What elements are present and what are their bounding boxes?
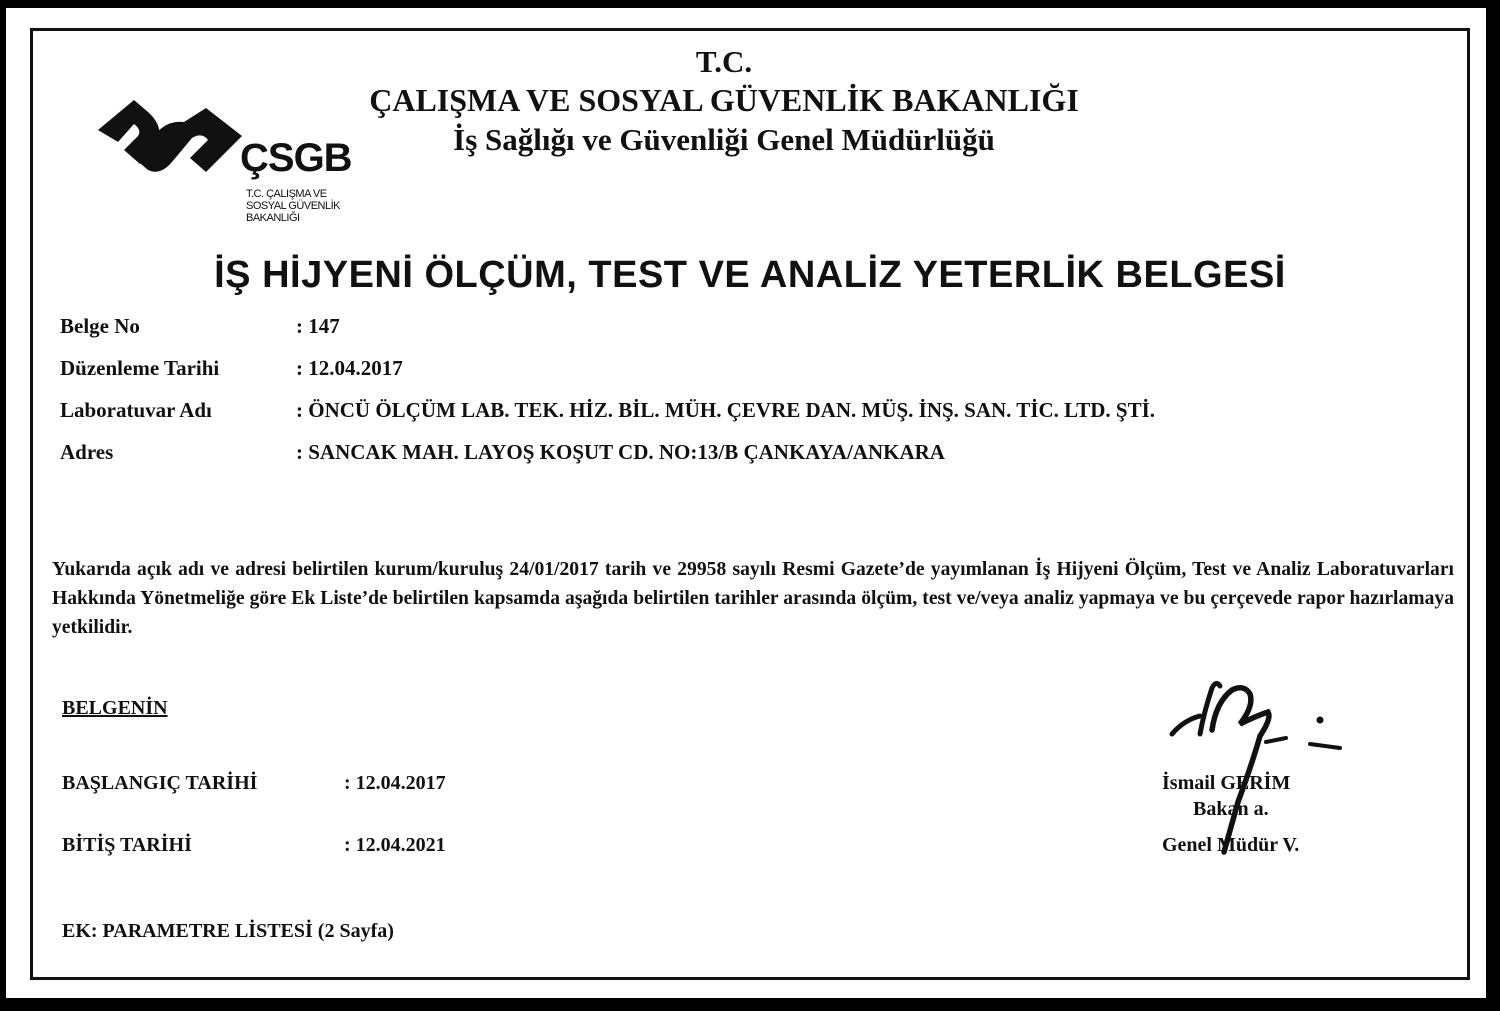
signatory-position: Genel Müdür V. <box>1162 834 1300 856</box>
logo-abbreviation: ÇSGB <box>240 136 352 180</box>
field-label-duzenleme-tarihi: Düzenleme Tarihi <box>60 356 220 380</box>
logo-caption-line-3: BAKANLIĞI <box>246 212 300 224</box>
start-date-value: : 12.04.2017 <box>344 772 446 794</box>
signatory-title: Bakan a. <box>1193 798 1269 820</box>
logo-caption-line-1: T.C. ÇALIŞMA VE <box>246 188 327 200</box>
attachment-note: EK: PARAMETRE LİSTESİ (2 Sayfa) <box>62 920 394 942</box>
field-value-duzenleme-tarihi: : 12.04.2017 <box>296 356 403 380</box>
end-date-value: : 12.04.2021 <box>344 834 446 856</box>
header-directorate: İş Sağlığı ve Güvenliği Genel Müdürlüğü <box>453 122 995 157</box>
field-label-laboratuvar-adi: Laboratuvar Adı <box>60 398 212 422</box>
csgb-logo <box>94 92 394 242</box>
field-value-belge-no: : 147 <box>296 314 340 338</box>
header-tc: T.C. <box>695 44 753 79</box>
field-value-adres: : SANCAK MAH. LAYOŞ KOŞUT CD. NO:13/B ÇANKAYA/ANKARA <box>296 440 945 464</box>
end-date-label: BİTİŞ TARİHİ <box>62 834 192 856</box>
handwritten-signature <box>1160 672 1360 862</box>
signatory-name: İsmail GERİM <box>1162 772 1291 794</box>
validity-heading: BELGENİN <box>62 697 168 719</box>
csgb-emblem-icon <box>94 92 254 192</box>
field-value-laboratuvar-adi: : ÖNCÜ ÖLÇÜM LAB. TEK. HİZ. BİL. MÜH. ÇEVRE DAN. MÜŞ. İNŞ. SAN. TİC. LTD. ŞTİ. <box>296 398 1156 422</box>
header-ministry: ÇALIŞMA VE SOSYAL GÜVENLİK BAKANLIĞI <box>369 82 1079 118</box>
authorization-paragraph: Yukarıda açık adı ve adresi belirtilen kurum/kuruluş 24/01/2017 tarih ve 29958 sayılı Resmi Gazete’de yayımlanan İş Hijyeni Ölçüm, Test ve Analiz Laboratuvarları Hakkında Yönetmeliğe göre Ek Liste’de belirtilen kapsamda aşağıda belirtilen tarihler arasında ölçüm, test ve/veya analiz yapmaya ve bu çerçevede rapor hazırlamaya yetkilidir. <box>52 559 1454 638</box>
certificate-title: İŞ HİJYENİ ÖLÇÜM, TEST VE ANALİZ YETERLİK BELGESİ <box>214 254 1286 296</box>
field-label-belge-no: Belge No <box>60 314 140 338</box>
logo-caption-line-2: SOSYAL GÜVENLİK <box>246 200 340 212</box>
logo-caption <box>246 188 340 224</box>
field-label-adres: Adres <box>60 440 114 464</box>
start-date-label: BAŞLANGIÇ TARİHİ <box>62 772 258 794</box>
